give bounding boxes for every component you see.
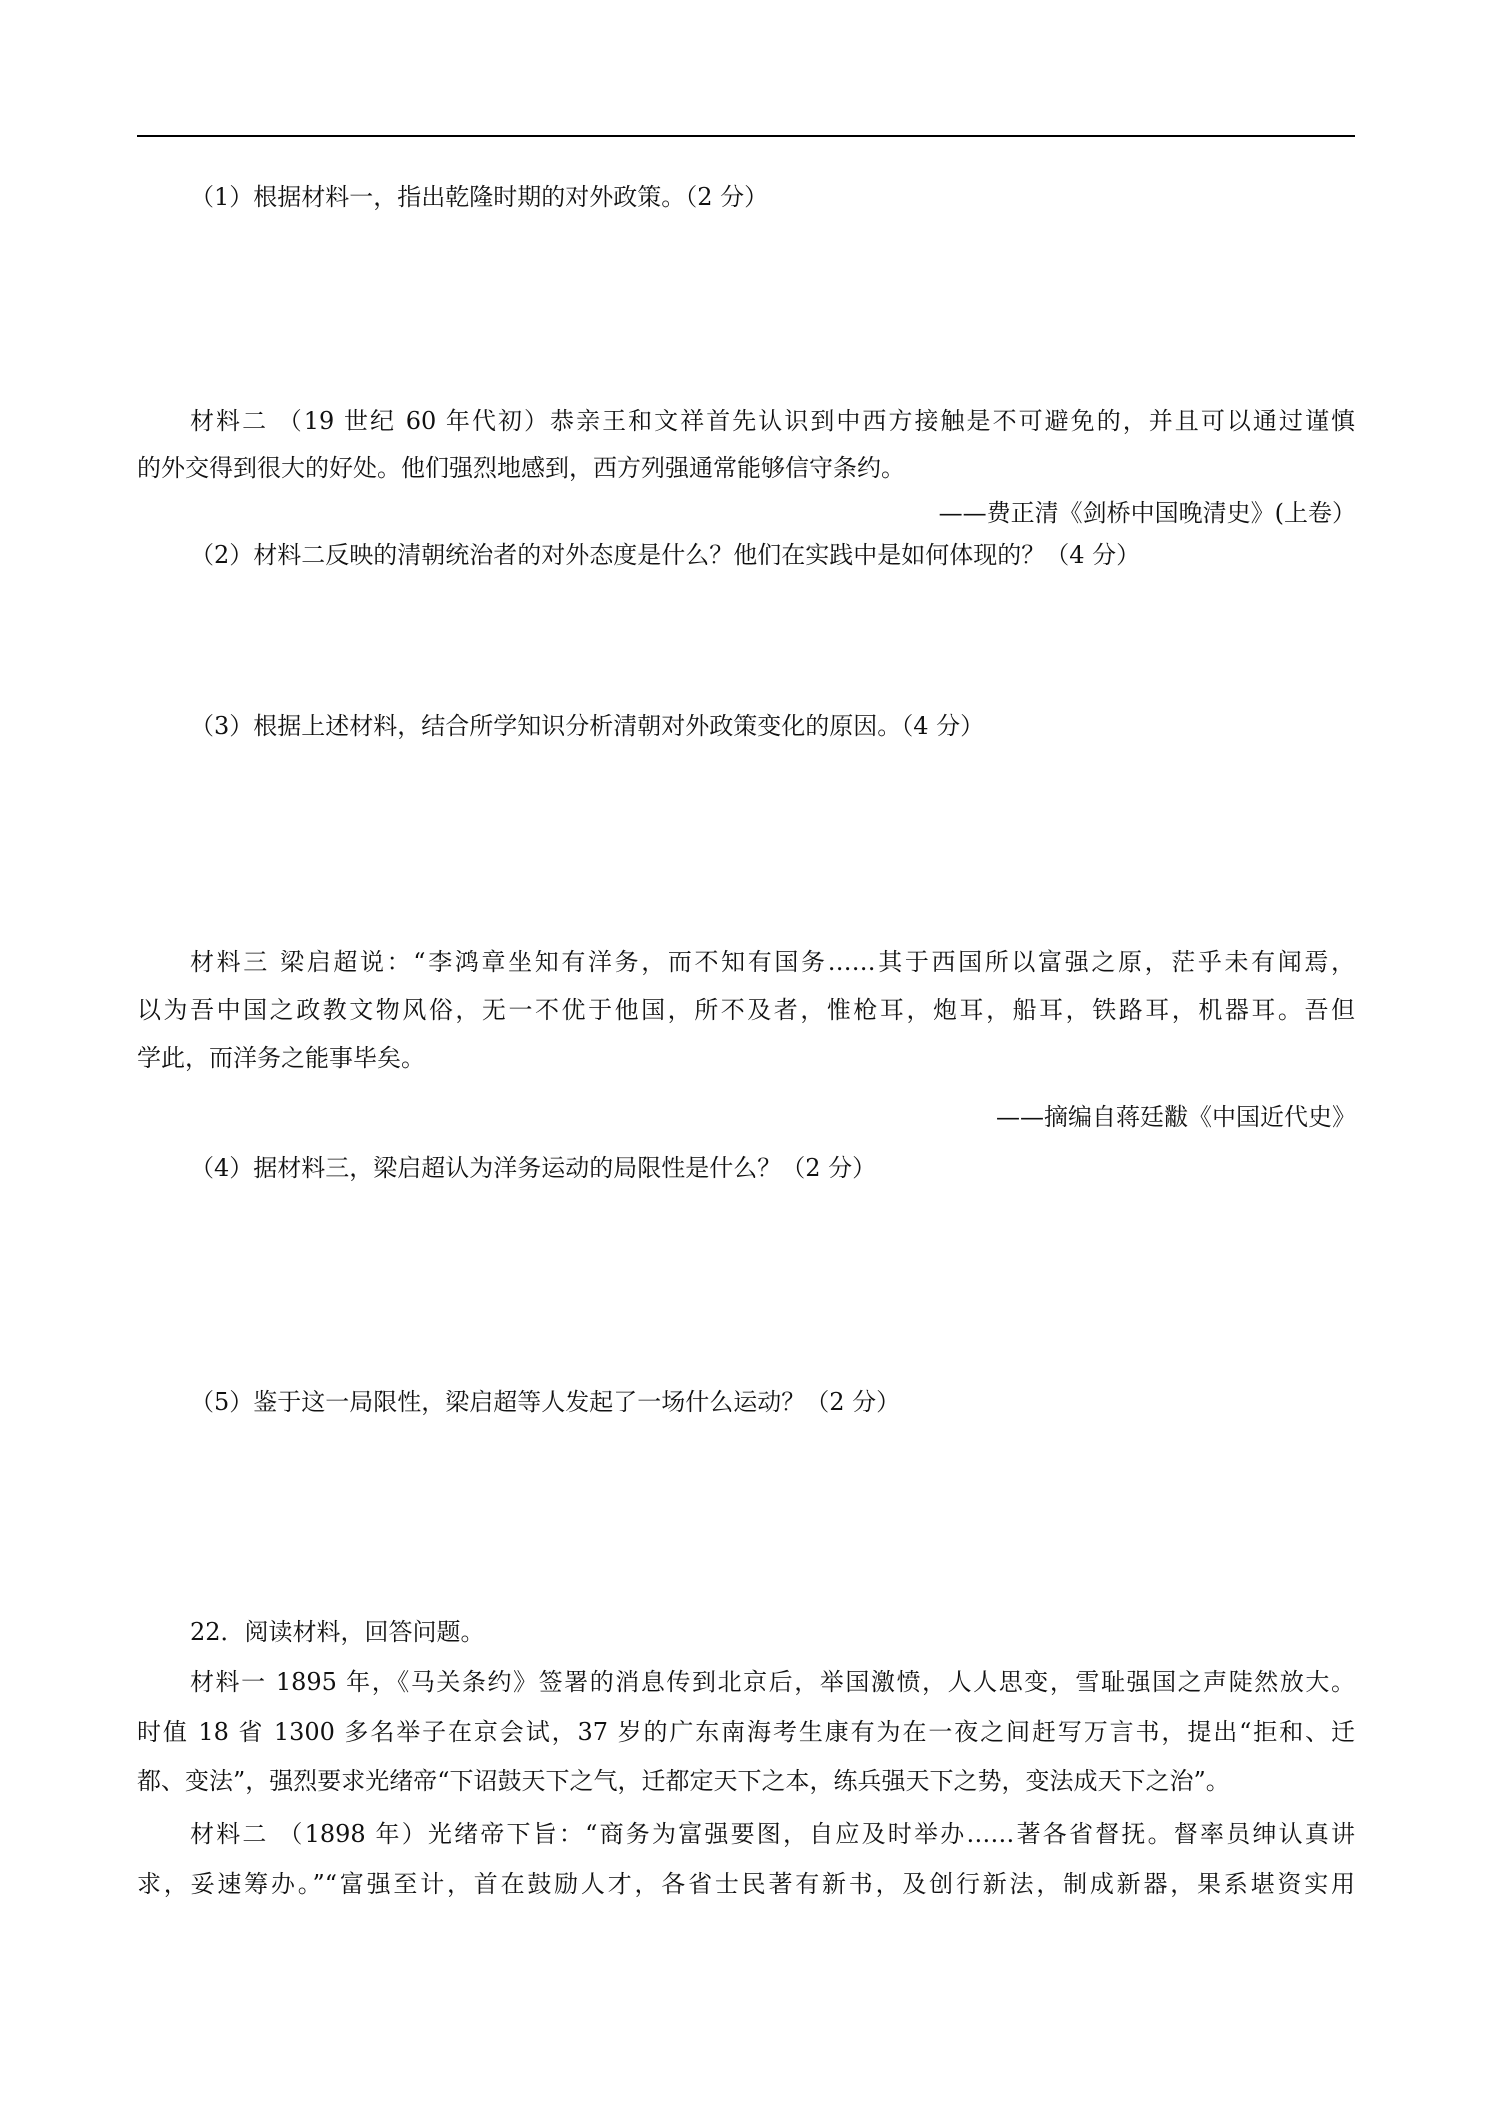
material3-source: ——摘编自蒋廷黻《中国近代史》	[996, 1103, 1356, 1131]
question-5: （5）鉴于这一局限性，梁启超等人发起了一场什么运动？（2 分）	[190, 1388, 901, 1416]
header-rule	[137, 135, 1355, 137]
question-1: （1）根据材料一，指出乾隆时期的对外政策。（2 分）	[190, 183, 769, 211]
material2-line-2: 的外交得到很大的好处。他们强烈地感到，西方列强通常能够信守条约。	[137, 454, 905, 482]
material2-source: ——费正清《剑桥中国晚清史》(上卷）	[938, 499, 1356, 527]
q22-material2-line-1: 材料二 （1898 年）光绪帝下旨：“商务为富强要图，自应及时举办……著各省督抚。督率员绅认真讲	[190, 1820, 1355, 1848]
q22-material1-line-2: 时值 18 省 1300 多名举子在京会试，37 岁的广东南海考生康有为在一夜之间赶写万言书，提出“拒和、迁	[137, 1718, 1355, 1746]
question-22-heading: 22．阅读材料，回答问题。	[190, 1618, 485, 1646]
material3-line-1: 材料三 梁启超说：“李鸿章坐知有洋务，而不知有国务……其于西国所以富强之原，茫乎未有闻焉，	[190, 948, 1355, 976]
q22-material1-line-3: 都、变法”，强烈要求光绪帝“下诏鼓天下之气，迁都定天下之本，练兵强天下之势，变法成天下之治”。	[137, 1767, 1230, 1795]
question-2: （2）材料二反映的清朝统治者的对外态度是什么？他们在实践中是如何体现的？（4 分）	[190, 541, 1141, 569]
question-3: （3）根据上述材料，结合所学知识分析清朝对外政策变化的原因。（4 分）	[190, 712, 985, 740]
material3-line-3: 学此，而洋务之能事毕矣。	[137, 1044, 425, 1072]
material2-line-1: 材料二 （19 世纪 60 年代初）恭亲王和文祥首先认识到中西方接触是不可避免的，并且可以通过谨慎	[190, 407, 1355, 435]
q22-material2-line-2: 求，妥速筹办。”“富强至计，首在鼓励人才，各省士民著有新书，及创行新法，制成新器，果系堪资实用	[137, 1870, 1355, 1898]
q22-material1-line-1: 材料一 1895 年，《马关条约》签署的消息传到北京后，举国激愤，人人思变，雪耻强国之声陡然放大。	[190, 1668, 1355, 1696]
material3-line-2: 以为吾中国之政教文物风俗，无一不优于他国，所不及者，惟枪耳，炮耳，船耳，铁路耳，机器耳。吾但	[137, 996, 1355, 1024]
question-4: （4）据材料三，梁启超认为洋务运动的局限性是什么？（2 分）	[190, 1154, 877, 1182]
